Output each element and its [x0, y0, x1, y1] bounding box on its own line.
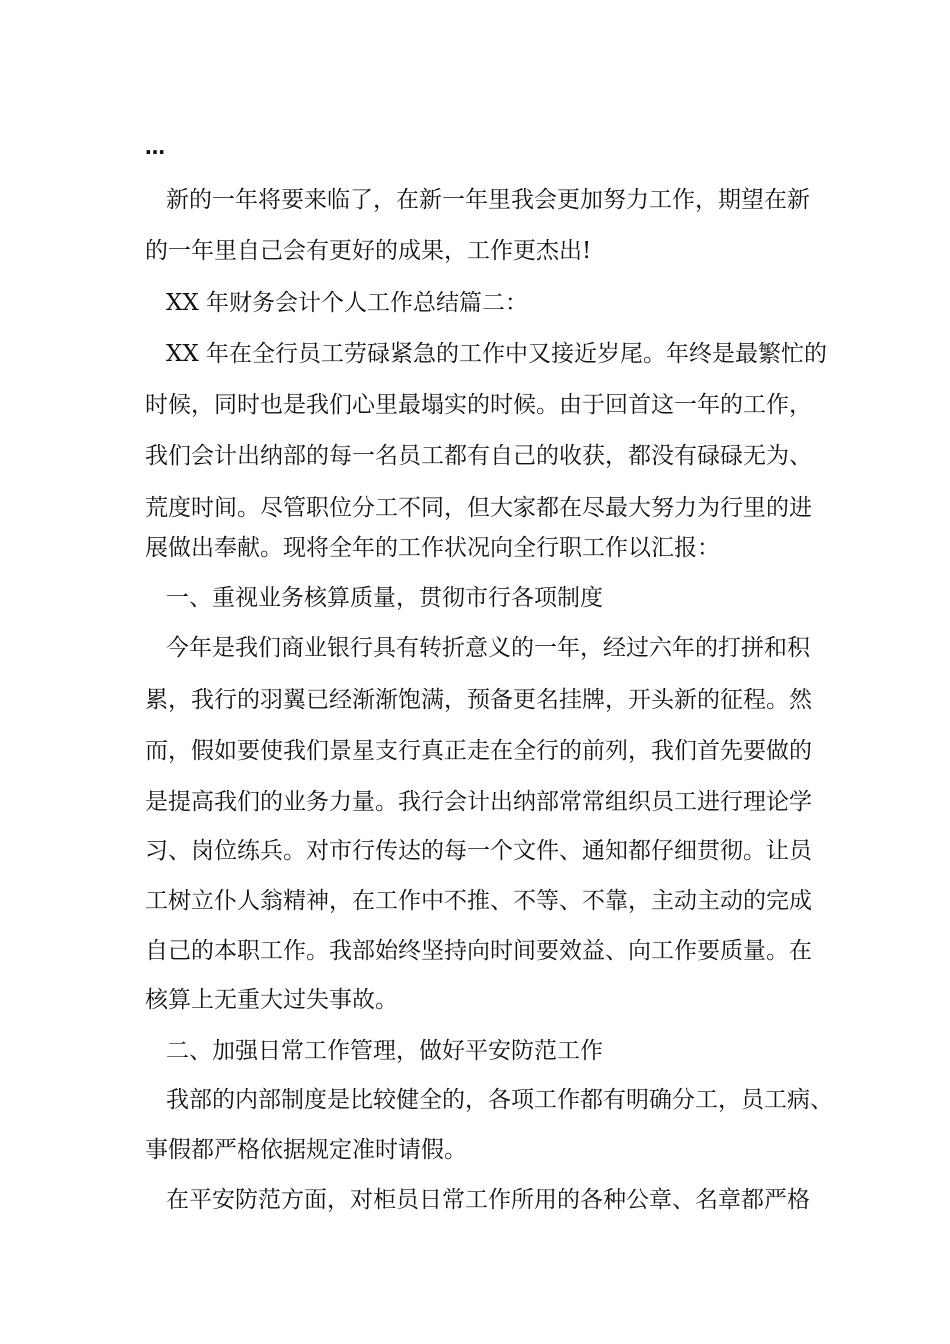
section-heading: XX 年财务会计个人工作总结篇二： [166, 290, 529, 316]
paragraph-line: 是提高我们的业务力量。我行会计出纳部常常组织员工进行理论学 [145, 789, 812, 815]
paragraph-line: 自己的本职工作。我部始终坚持向时间要效益、向工作要质量。在 [145, 938, 812, 964]
paragraph-line: 我们会计出纳部的每一名员工都有自己的收获，都没有碌碌无为、 [145, 443, 812, 469]
paragraph-line: 荒度时间。尽管职位分工不同，但大家都在尽最大努力为行里的进 [145, 495, 812, 521]
paragraph-line: 工树立仆人翁精神，在工作中不推、不等、不靠，主动主动的完成 [145, 888, 812, 914]
paragraph-line: 而，假如要使我们景星支行真正走在全行的前列，我们首先要做的 [145, 738, 812, 764]
section-heading: 二、加强日常工作管理，做好平安防范工作 [166, 1038, 603, 1064]
paragraph-line: 在平安防范方面，对柜员日常工作所用的各种公章、名章都严格 [166, 1187, 810, 1213]
paragraph-line: 事假都严格依据规定准时请假。 [145, 1137, 467, 1163]
paragraph-line: 新的一年将要来临了，在新一年里我会更加努力工作，期望在新 [166, 187, 810, 213]
paragraph-line: 今年是我们商业银行具有转折意义的一年，经过六年的打拼和积 [166, 635, 810, 661]
paragraph-line: 的一年里自己会有更好的成果，工作更杰出! [145, 238, 592, 264]
section-heading: 一、重视业务核算质量，贯彻市行各项制度 [166, 585, 603, 611]
paragraph-line: 核算上无重大过失事故。 [145, 987, 398, 1013]
ellipsis-mark: … [145, 135, 166, 159]
paragraph-line: 我部的内部制度是比较健全的，各项工作都有明确分工，员工病、 [166, 1087, 833, 1113]
paragraph-line: 习、岗位练兵。对市行传达的每一个文件、通知都仔细贯彻。让员 [145, 838, 812, 864]
paragraph-line: 累，我行的羽翼已经渐渐饱满，预备更名挂牌，开头新的征程。然 [145, 687, 812, 713]
paragraph-line: XX 年在全行员工劳碌紧急的工作中又接近岁尾。年终是最繁忙的 [166, 341, 828, 367]
paragraph-line: 展做出奉献。现将全年的工作状况向全行职工作以汇报： [145, 535, 720, 561]
paragraph-line: 时候，同时也是我们心里最塌实的时候。由于回首这一年的工作， [145, 392, 812, 418]
